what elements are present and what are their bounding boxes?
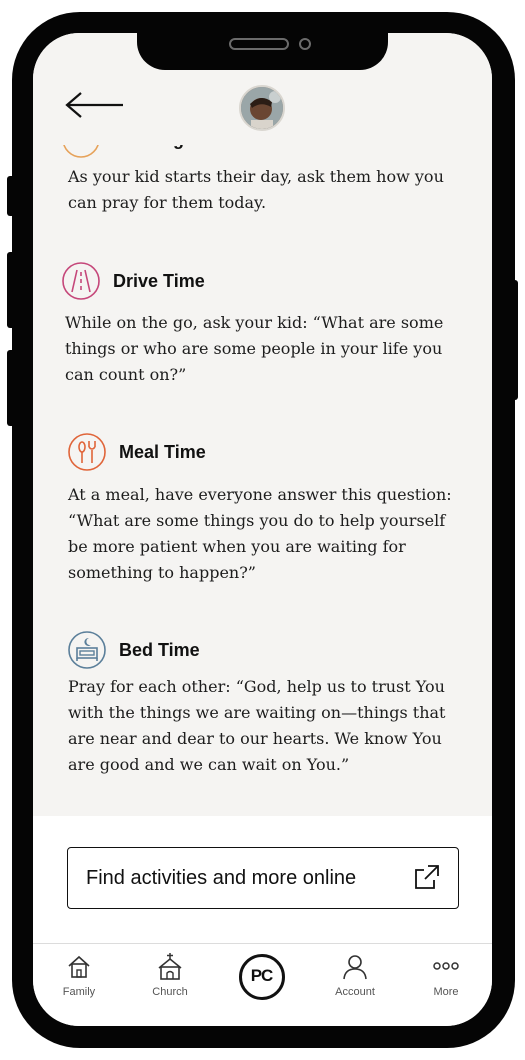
section-title: Bed Time xyxy=(119,640,200,660)
find-activities-button[interactable] xyxy=(67,847,459,909)
back-arrow-icon[interactable] xyxy=(65,91,125,119)
find-activities-label: Find activities and more online xyxy=(86,867,357,889)
tab-label: More xyxy=(433,986,459,998)
utensils-icon xyxy=(67,432,107,472)
volume-down-button xyxy=(7,350,15,426)
tab-church[interactable] xyxy=(130,952,210,1012)
section-body: While on the go, ask your kid: “What are some things or who are some people in your life you can count on?” xyxy=(65,313,444,384)
tab-account[interactable] xyxy=(315,952,395,1012)
bottom-tab-bar xyxy=(33,943,492,1026)
more-icon xyxy=(431,952,461,982)
home-icon xyxy=(64,952,94,982)
front-camera xyxy=(299,38,311,50)
device-notch xyxy=(137,33,388,70)
tab-family[interactable] xyxy=(39,952,119,1012)
speaker xyxy=(229,38,289,50)
pc-logo-button[interactable] xyxy=(239,954,285,1000)
mute-switch xyxy=(7,176,15,216)
online-link-area xyxy=(33,816,492,943)
section-body: Pray for each other: “God, help us to trust You with the things we are waiting on—things that are near and dear to our hearts. We know You are good and we can wait on You.” xyxy=(68,677,446,774)
account-icon xyxy=(340,952,370,982)
section-title: Meal Time xyxy=(119,442,206,462)
child-photo xyxy=(241,87,285,131)
section-body: At a meal, have everyone answer this question: “What are some things you do to help yourself be more patient when you are waiting for something to happen?” xyxy=(68,485,452,582)
tab-label: Family xyxy=(62,986,96,998)
pc-logo-text: PC xyxy=(250,966,273,985)
tab-label: Account xyxy=(335,986,375,998)
avatar[interactable] xyxy=(239,85,285,131)
power-button xyxy=(510,280,518,400)
external-link-icon xyxy=(412,862,442,892)
app-header xyxy=(33,33,492,145)
tab-more[interactable] xyxy=(406,952,486,1012)
phone-screen xyxy=(33,33,492,1026)
bed-icon xyxy=(67,630,107,670)
road-icon xyxy=(61,261,101,301)
section-body: As your kid starts their day, ask them how you can pray for them today. xyxy=(68,167,444,212)
section-title: Drive Time xyxy=(113,271,205,291)
church-icon xyxy=(155,952,185,982)
tab-label: Church xyxy=(152,986,188,998)
volume-up-button xyxy=(7,252,15,328)
